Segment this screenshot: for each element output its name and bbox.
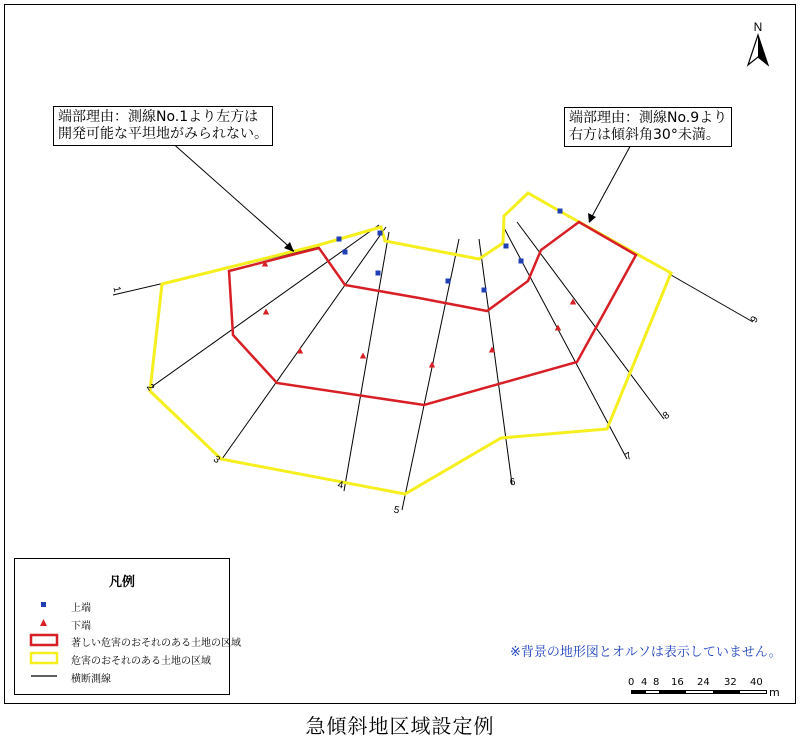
survey-line-2 <box>150 225 379 388</box>
red-rectangle-icon <box>29 632 59 648</box>
survey-line-number-3: 3 <box>210 453 222 467</box>
black-line-icon <box>29 668 59 684</box>
callout-right-line1: 端部理由：測線No.9より <box>569 110 728 126</box>
legend-item-bottom-edge <box>15 615 229 631</box>
bottom-edge-marker <box>429 362 435 368</box>
callout-right-line2: 右方は傾斜角30°未満。 <box>569 127 720 143</box>
scale-bar <box>619 677 779 701</box>
legend-label: 危害のおそれのある土地の区域 <box>71 656 211 667</box>
bottom-edge-marker <box>297 348 303 354</box>
scale-tick-label: 4 <box>641 677 648 688</box>
top-edge-marker <box>558 209 563 214</box>
scale-tick-label: 16 <box>671 677 684 688</box>
legend-title: 凡例 <box>108 575 135 590</box>
legend-item-top-edge <box>15 597 229 613</box>
background-note: ※背景の地形図とオルソは表示していません。 <box>510 645 782 660</box>
yellow-rectangle-icon <box>29 650 59 666</box>
top-edge-marker <box>482 288 487 293</box>
survey-line-4 <box>344 232 389 491</box>
survey-line-number-9: 9 <box>748 314 761 325</box>
top-edge-marker <box>504 244 509 249</box>
legend <box>14 558 241 695</box>
hazard-zone-yellow <box>150 193 671 494</box>
survey-line-9 <box>671 275 753 322</box>
top-edge-marker <box>446 279 451 284</box>
blue-square-icon <box>29 597 59 613</box>
survey-line-number-5: 5 <box>392 504 401 517</box>
survey-line-number-4: 4 <box>336 479 345 492</box>
bottom-edge-marker <box>360 353 366 359</box>
survey-line-number-1: 1 <box>110 285 123 294</box>
survey-line-number-8: 8 <box>660 409 673 423</box>
top-edge-marker <box>376 271 381 276</box>
scale-unit: m <box>769 686 780 699</box>
scale-tick-label: 40 <box>750 677 763 688</box>
survey-line-number-2: 2 <box>143 382 157 394</box>
red-triangle-icon <box>29 615 59 631</box>
scale-tick-label: 24 <box>697 677 710 688</box>
north-arrow <box>748 20 768 65</box>
top-edge-marker <box>337 237 342 242</box>
legend-item-severe-zone <box>15 632 241 649</box>
legend-label: 下端 <box>71 621 91 632</box>
scale-tick-label: 0 <box>628 677 635 688</box>
scale-bar-graphic <box>631 690 767 694</box>
north-label: N <box>753 20 763 34</box>
scale-tick-label: 8 <box>653 677 660 688</box>
legend-label: 上端 <box>71 603 91 614</box>
figure-caption: 急傾斜地区域設定例 <box>305 714 495 738</box>
callout-leader-right <box>589 141 633 222</box>
legend-label: 著しい危害のおそれのある土地の区域 <box>71 638 241 649</box>
callout-leader-left <box>169 140 294 251</box>
bottom-edge-marker <box>263 309 269 315</box>
survey-line-number-7: 7 <box>623 450 634 463</box>
top-edge-marker <box>519 259 524 264</box>
callout-left-line2: 開発可能な平坦地がみられない。 <box>58 126 268 142</box>
scale-tick-label: 32 <box>724 677 737 688</box>
legend-item-hazard-zone <box>15 650 229 666</box>
legend-item-survey-line <box>15 668 229 684</box>
top-edge-marker <box>378 231 383 236</box>
top-edge-marker <box>343 250 348 255</box>
survey-line-number-6: 6 <box>509 476 517 489</box>
callout-left-end-reason <box>53 106 273 146</box>
callout-right-end-reason <box>564 107 732 147</box>
map-frame <box>4 4 796 704</box>
callout-left-line1: 端部理由：測線No.1より左方は <box>58 109 259 125</box>
callout-arrow-right <box>588 213 596 223</box>
legend-label: 横断測線 <box>71 674 111 685</box>
